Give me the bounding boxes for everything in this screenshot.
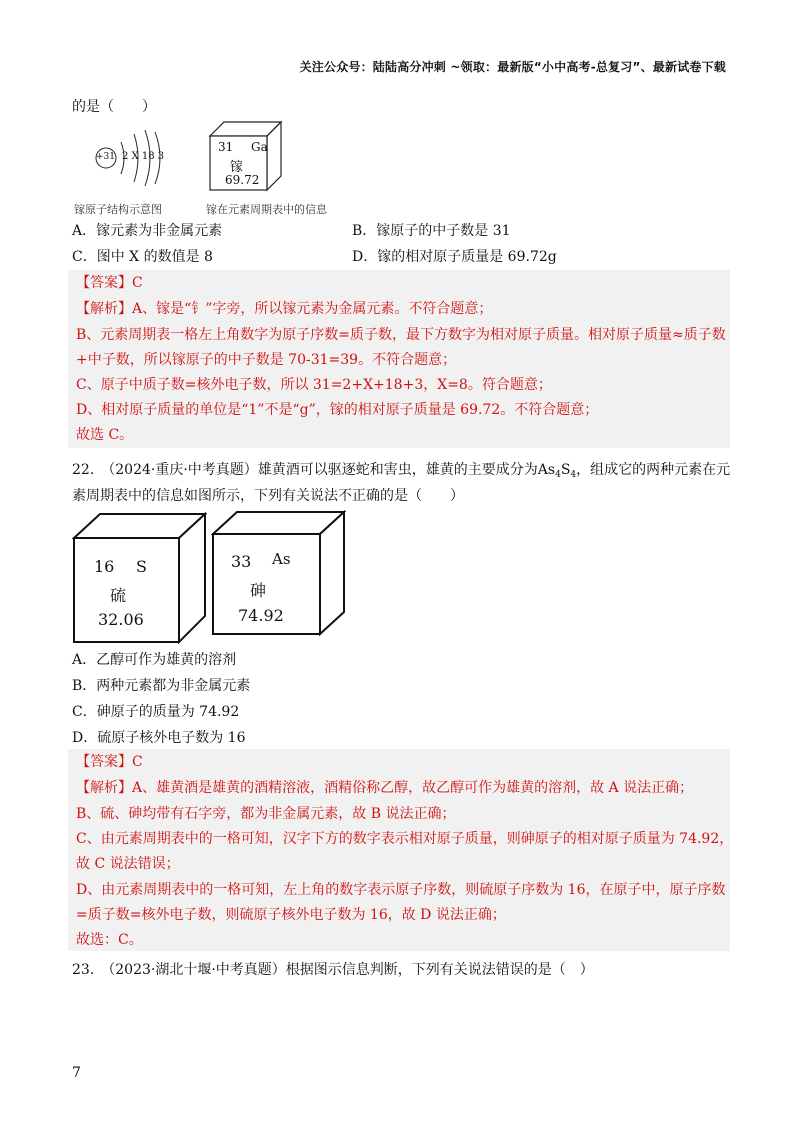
q22-analysis-line-4: 故 C 说法错误；: [76, 856, 180, 872]
page-number: 7: [72, 1065, 81, 1081]
ga-cell-caption: 镓在元素周期表中的信息: [206, 203, 327, 216]
q22-analysis-line-7: 故选：C。: [76, 932, 143, 948]
as-mass: 74.92: [238, 606, 284, 625]
s-symbol: S: [136, 557, 147, 576]
q21-option-b: B．镓原子的中子数是 31: [352, 223, 511, 239]
atom-shells-label: 2 X 18 3: [122, 151, 165, 162]
q23-stem: 23. （2023·湖北十堰·中考真题）根据图示信息判断，下列有关说法错误的是（ ）: [72, 962, 594, 978]
q21-analysis-line-5: D、相对原子质量的单位是“1”不是“g”，镓的相对原子质量是 69.72。不符合题意；: [76, 402, 599, 418]
q22-analysis-line-1: 【解析】A、雄黄酒是雄黄的酒精溶液，酒精俗称乙醇，故乙醇可作为雄黄的溶剂，故 A 说法正确；: [76, 780, 694, 796]
q22-option-b: B．两种元素都为非金属元素: [72, 678, 251, 694]
atom-nucleus-label: +31: [96, 152, 115, 162]
q22-analysis-line-3: C、由元素周期表中的一格可知，汉字下方的数字表示相对原子质量，则砷原子的相对原子质量为 74.92，: [76, 831, 734, 847]
header-note: 关注公众号：陆陆高分冲刺 ~领取：最新版“小中高考-总复习”、最新试卷下载: [299, 60, 726, 74]
q22-stem-line-1: 22. （2024·重庆·中考真题）雄黄酒可以驱逐蛇和害虫，雄黄的主要成分为$As_4S_4$，组成它的两种元素在元: [72, 462, 731, 480]
q21-analysis-line-3: +中子数，所以镓原子的中子数是 70-31=39。不符合题意；: [76, 352, 457, 368]
q22-answer-box: [68, 749, 734, 951]
q22-analysis-line-2: B、硫、砷均带有石字旁，都为非金属元素，故 B 说法正确；: [76, 806, 456, 822]
q21-option-d: D．镓的相对原子质量是 69.72g: [352, 249, 557, 265]
q21-answer-box: [68, 270, 730, 448]
ga-symbol: Ga: [251, 140, 268, 154]
q22-analysis-line-5: D、由元素周期表中的一格可知，左上角的数字表示原子序数，则硫原子序数为 16，在原子中，原子序数: [76, 882, 726, 898]
q22-analysis-line-6: =质子数=核外电子数，则硫原子核外电子数为 16，故 D 说法正确；: [76, 907, 506, 923]
as-atomic-number: 33: [231, 552, 252, 571]
q21-analysis-line-4: C、原子中质子数=核外电子数，所以 31=2+X+18+3，X=8。符合题意；: [76, 377, 552, 393]
q21-analysis-line-2: B、元素周期表一格左上角数字为原子序数=质子数，最下方数字为相对原子质量。相对原子质量≈质子数: [76, 327, 726, 343]
as-name: 砷: [250, 581, 267, 600]
s-mass: 32.06: [98, 610, 144, 629]
q22-answer-value: C: [132, 754, 143, 770]
q22-answer-line: [76, 751, 143, 773]
q22-option-a: A．乙醇可作为雄黄的溶剂: [72, 652, 237, 668]
s-atomic-number: 16: [94, 557, 115, 576]
atom-diagram-caption: 镓原子结构示意图: [74, 203, 162, 216]
q22-stem-line-2: 素周期表中的信息如图所示，下列有关说法不正确的是（ ）: [72, 488, 464, 504]
ga-atomic-number: 31: [218, 140, 234, 154]
q21-option-a: A．镓元素为非金属元素: [72, 223, 223, 239]
q21-stem-tail: 的是（ ）: [72, 99, 156, 115]
q21-answer-line: [76, 272, 143, 294]
q21-analysis-line-1: 【解析】A、镓是“钅”字旁，所以镓元素为金属元素。不符合题意；: [76, 301, 493, 317]
q21-option-c: C．图中 X 的数值是 8: [72, 249, 213, 265]
formula-as4s4: $As_4S_4$: [537, 462, 577, 480]
q21-answer-value: C: [132, 275, 143, 291]
q21-analysis-line-6: 故选 C。: [76, 427, 134, 443]
ga-name: 镓: [230, 160, 244, 175]
q22-option-d: D．硫原子核外电子数为 16: [72, 730, 246, 746]
ga-mass: 69.72: [225, 173, 260, 187]
q22-option-c: C．砷原子的质量为 74.92: [72, 704, 240, 720]
q22-answer-label: 【答案】: [76, 754, 132, 770]
s-name: 硫: [110, 586, 127, 605]
q21-answer-label: 【答案】: [76, 275, 132, 291]
q21-analysis-label: 【解析】: [76, 301, 132, 317]
q22-analysis-label: 【解析】: [76, 780, 132, 796]
as-symbol: As: [272, 550, 291, 568]
